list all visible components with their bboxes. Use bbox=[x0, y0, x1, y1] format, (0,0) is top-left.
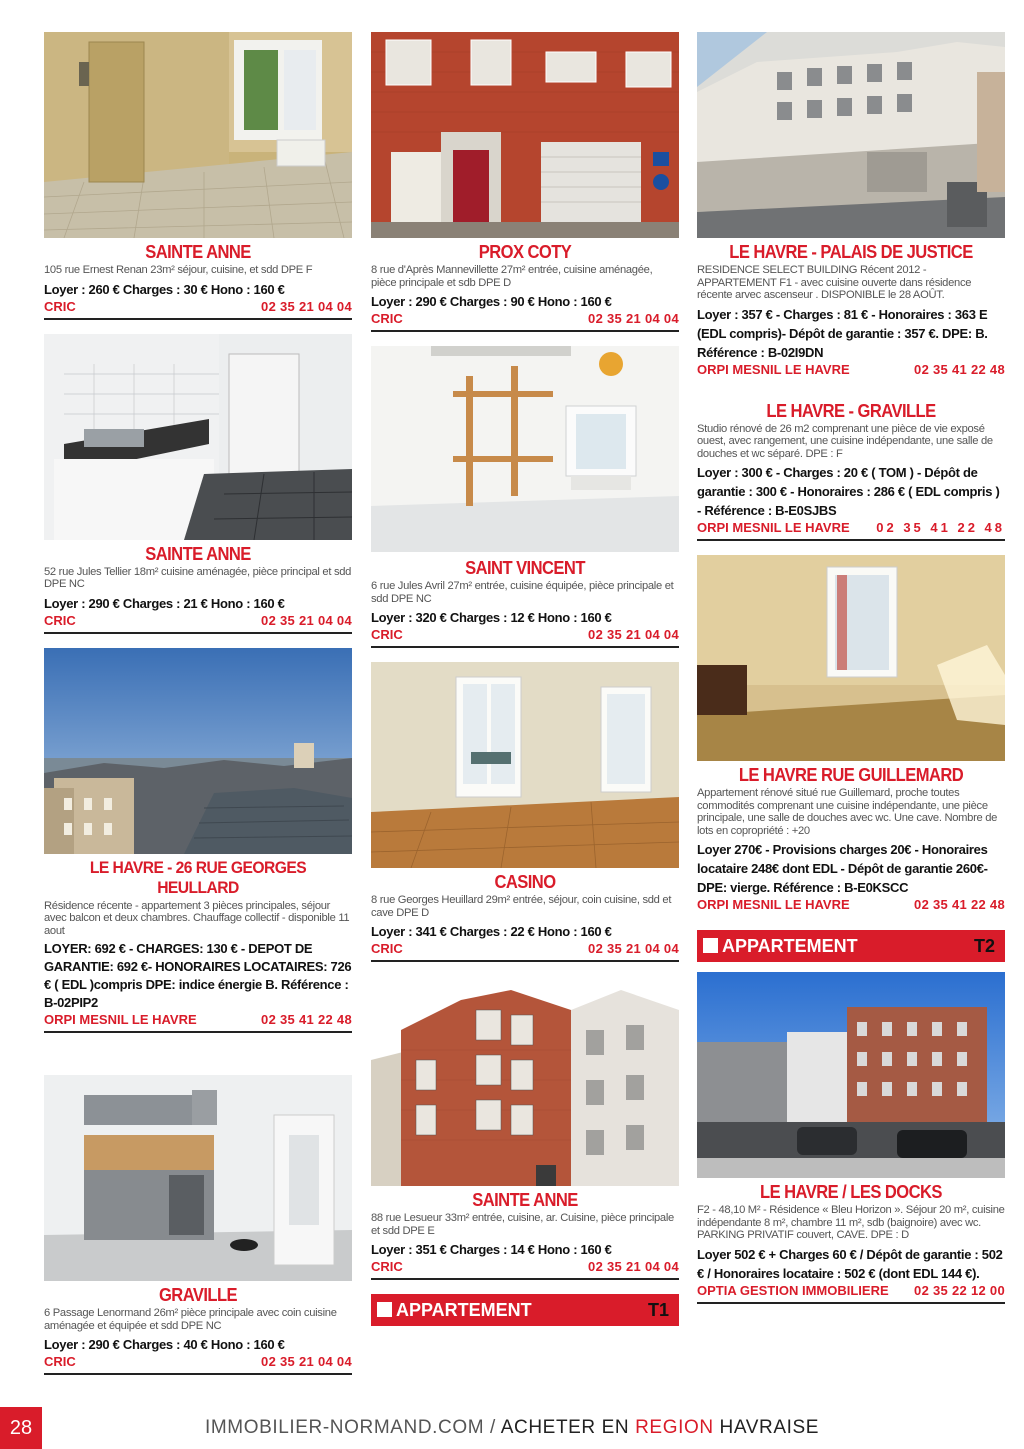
footer-text bbox=[0, 1417, 1024, 1439]
listing-description: 6 Passage Lenormand 26m² pièce principale avec coin cuisine aménagée et équipée et sdd DPE NC bbox=[44, 1307, 337, 1332]
listing-description: 52 rue Jules Tellier 18m² cuisine aménagée, pièce principal et sdd DPE NC bbox=[44, 565, 352, 590]
listing-terms: Loyer : 290 € Charges : 40 € Hono : 160 € bbox=[44, 1337, 285, 1352]
listing-palais-de-justice[interactable] bbox=[697, 32, 1005, 381]
banner-label: APPARTEMENT bbox=[722, 935, 858, 956]
listing-title: GRAVILLE bbox=[158, 1285, 238, 1305]
agency-phone[interactable]: 02 35 21 04 04 bbox=[588, 1259, 679, 1274]
listing-photo bbox=[44, 334, 352, 540]
listing-title: LE HAVRE - GRAVILLE bbox=[766, 400, 936, 421]
agency-phone[interactable]: 02 35 41 22 48 bbox=[914, 361, 1005, 377]
listing-rue-guillemard[interactable] bbox=[697, 555, 1005, 916]
column-1 bbox=[44, 32, 352, 1389]
listing-terms: Loyer : 300 € - Charges : 20 € ( TOM ) - Dépôt de garantie : 300 € - Honoraires : 286 € ( EDL compris ) - Référence : B-E0SJBS bbox=[697, 465, 1000, 518]
listing-terms: LOYER: 692 € - CHARGES: 130 € - DEPOT DE GARANTIE: 692 €- HONORAIRES LOCATAIRES: 726 € ( EDL )compris DPE: indice énergie B. Référence : B-02PIP2 bbox=[44, 941, 352, 1010]
listing-graville-studio[interactable] bbox=[697, 401, 1005, 542]
listing-title: CASINO bbox=[494, 872, 556, 892]
listing-terms: Loyer : 320 € Charges : 12 € Hono : 160 € bbox=[371, 610, 612, 625]
agency-name: ORPI MESNIL LE HAVRE bbox=[697, 897, 850, 912]
footer-site[interactable]: IMMOBILIER-NORMAND.COM bbox=[204, 1417, 485, 1438]
agency-phone[interactable]: 02 35 21 04 04 bbox=[588, 311, 679, 326]
listing-agency-row bbox=[44, 613, 352, 634]
listing-title: LE HAVRE / LES DOCKS bbox=[760, 1182, 942, 1202]
listing-agency-row bbox=[697, 362, 1005, 381]
listing-terms: Loyer : 341 € Charges : 22 € Hono : 160 € bbox=[371, 924, 612, 939]
listing-photo bbox=[371, 980, 679, 1186]
agency-name: CRIC bbox=[371, 311, 403, 326]
listing-terms: Loyer : 351 € Charges : 14 € Hono : 160 € bbox=[371, 1242, 612, 1257]
listing-le-havre-heullard[interactable] bbox=[44, 648, 352, 1034]
agency-name: ORPI MESNIL LE HAVRE bbox=[697, 520, 850, 535]
agency-name: CRIC bbox=[371, 627, 403, 642]
listing-agency-row bbox=[371, 627, 679, 648]
listing-title: SAINT VINCENT bbox=[465, 558, 585, 578]
listing-photo bbox=[697, 972, 1005, 1178]
listing-title: LE HAVRE RUE GUILLEMARD bbox=[738, 765, 964, 785]
footer-separator: / bbox=[484, 1417, 501, 1438]
listing-terms: Loyer : 260 € Charges : 30 € Hono : 160 € bbox=[44, 281, 285, 297]
listing-description: Résidence récente - appartement 3 pièces principales, séjour avec balcon et deux chambres. Chauffage collectif - disponible 11 aout bbox=[44, 899, 350, 937]
listing-description: 8 rue Georges Heuillard 29m² entrée, séjour, coin cuisine, sdd et cave DPE D bbox=[371, 894, 672, 919]
banner-type: T2 bbox=[973, 935, 995, 956]
banner-label: APPARTEMENT bbox=[396, 1299, 532, 1320]
agency-phone[interactable]: 02 35 21 04 04 bbox=[588, 941, 679, 956]
category-banner-t2 bbox=[697, 930, 1005, 962]
listing-description: F2 - 48,10 M² - Résidence « Bleu Horizon ». Séjour 20 m², cuisine indépendante 8 m², chambre 11 m², sdb (baignoire) avec wc. PARKING PRIVATIF couvert, CAVE. DPE : D bbox=[697, 1204, 1005, 1241]
square-icon bbox=[377, 1302, 392, 1317]
listing-agency-row bbox=[697, 1283, 1005, 1304]
listing-photo bbox=[371, 662, 679, 868]
listing-title: SAINTE ANNE bbox=[472, 1190, 578, 1210]
listing-description: 88 rue Lesueur 33m² entrée, cuisine, ar. Cuisine, pièce principale et sdd DPE E bbox=[371, 1212, 674, 1237]
agency-name: ORPI MESNIL LE HAVRE bbox=[697, 361, 850, 377]
agency-name: CRIC bbox=[44, 1354, 76, 1369]
listing-title: SAINTE ANNE bbox=[145, 242, 251, 262]
listing-casino[interactable] bbox=[371, 662, 679, 962]
footer-region: REGION bbox=[635, 1417, 714, 1438]
listing-photo bbox=[44, 648, 352, 854]
listing-title: LE HAVRE - 26 RUE GEORGES HEULLARD bbox=[89, 857, 307, 897]
agency-phone[interactable]: 02 35 21 04 04 bbox=[261, 612, 352, 628]
agency-name: CRIC bbox=[371, 1259, 403, 1274]
agency-name: CRIC bbox=[371, 941, 403, 956]
footer-city: HAVRAISE bbox=[713, 1417, 820, 1438]
listing-photo bbox=[44, 1075, 352, 1281]
agency-name: CRIC bbox=[44, 298, 76, 314]
page-footer bbox=[0, 1407, 1024, 1449]
agency-name: ORPI MESNIL LE HAVRE bbox=[44, 1012, 197, 1027]
page-number: 28 bbox=[0, 1407, 42, 1449]
listing-agency-row bbox=[697, 897, 1005, 916]
agency-phone[interactable]: 02 35 22 12 00 bbox=[914, 1282, 1005, 1298]
listing-title: LE HAVRE - PALAIS DE JUSTICE bbox=[729, 242, 973, 262]
listing-agency-row bbox=[371, 1259, 679, 1280]
banner-type: T1 bbox=[647, 1299, 669, 1320]
listing-description: 8 rue d'Après Mannevillette 27m² entrée, cuisine aménagée, pièce principale et sdb DPE D bbox=[371, 264, 653, 289]
listing-graville[interactable] bbox=[44, 1075, 352, 1375]
listing-title: SAINTE ANNE bbox=[145, 543, 251, 564]
listing-title: PROX COTY bbox=[478, 242, 572, 262]
listing-sainte-anne-2[interactable] bbox=[44, 334, 352, 634]
agency-phone[interactable]: 02 35 41 22 48 bbox=[261, 1012, 352, 1027]
listing-description: Appartement rénové situé rue Guillemard, proche toutes commodités comprenant une cuisine indépendante, une pièce principale, une salle de douches avec wc. Une cave. Nombre de lots en copropriété : +20 bbox=[697, 787, 998, 837]
listing-sainte-anne-3[interactable] bbox=[371, 980, 679, 1280]
footer-action: ACHETER EN bbox=[500, 1417, 636, 1438]
listing-agency-row bbox=[44, 1354, 352, 1375]
agency-name: CRIC bbox=[44, 612, 76, 628]
agency-phone[interactable]: 02 35 21 04 04 bbox=[261, 298, 352, 314]
column-2 bbox=[371, 32, 679, 1326]
listing-description: 6 rue Jules Avril 27m² entrée, cuisine équipée, pièce principale et sdd DPE NC bbox=[371, 580, 674, 605]
listing-saint-vincent[interactable] bbox=[371, 346, 679, 648]
listing-les-docks[interactable] bbox=[697, 972, 1005, 1304]
listing-description: RESIDENCE SELECT BUILDING Récent 2012 - APPARTEMENT F1 - avec cuisine ouverte dans résidence récente arvec ascenseur . DISPONIBLE le 28 AOÛT. bbox=[697, 264, 972, 301]
agency-phone[interactable]: 02 35 41 22 48 bbox=[876, 520, 1005, 535]
listing-agency-row bbox=[44, 299, 352, 320]
listing-description: Studio rénové de 26 m2 comprenant une pièce de vie exposé ouest, avec rangement, une cuisine indépendante, une salle de douches et wc séparé. DPE : F bbox=[697, 422, 993, 460]
listing-agency-row bbox=[44, 1012, 352, 1033]
listing-agency-row bbox=[371, 311, 679, 332]
listing-photo bbox=[697, 32, 1005, 238]
listing-agency-row bbox=[371, 941, 679, 962]
listing-terms: Loyer 502 € + Charges 60 € / Dépôt de garantie : 502 € / Honoraires locataire : 502 € (dont EDL 144 €). bbox=[697, 1246, 1003, 1281]
listing-terms: Loyer : 290 € Charges : 21 € Hono : 160 € bbox=[44, 595, 285, 611]
listing-photo bbox=[697, 555, 1005, 761]
agency-phone[interactable]: 02 35 41 22 48 bbox=[914, 897, 1005, 912]
agency-name: OPTIA GESTION IMMOBILIERE bbox=[697, 1282, 889, 1298]
listing-photo bbox=[371, 32, 679, 238]
listing-sainte-anne-1[interactable] bbox=[44, 32, 352, 320]
listing-photo bbox=[44, 32, 352, 238]
column-3 bbox=[697, 32, 1005, 1318]
agency-phone[interactable]: 02 35 21 04 04 bbox=[261, 1354, 352, 1369]
category-banner-t1 bbox=[371, 1294, 679, 1326]
listing-terms: Loyer : 357 € - Charges : 81 € - Honoraires : 363 E (EDL compris)- Dépôt de garantie : 357 €. DPE: B. Référence : B-02I9DN bbox=[697, 306, 988, 360]
square-icon bbox=[703, 938, 718, 953]
listing-description: 105 rue Ernest Renan 23m² séjour, cuisine, et sdd DPE F bbox=[44, 264, 313, 276]
agency-phone[interactable]: 02 35 21 04 04 bbox=[588, 627, 679, 642]
listing-prox-coty[interactable] bbox=[371, 32, 679, 332]
listing-terms: Loyer 270€ - Provisions charges 20€ - Honoraires locataire 248€ dont EDL - Dépôt de garantie 260€- DPE: vierge. Référence : B-E0KSCC bbox=[697, 842, 988, 895]
listing-photo bbox=[371, 346, 679, 552]
listing-agency-row bbox=[697, 520, 1005, 541]
listing-terms: Loyer : 290 € Charges : 90 € Hono : 160 € bbox=[371, 294, 612, 309]
